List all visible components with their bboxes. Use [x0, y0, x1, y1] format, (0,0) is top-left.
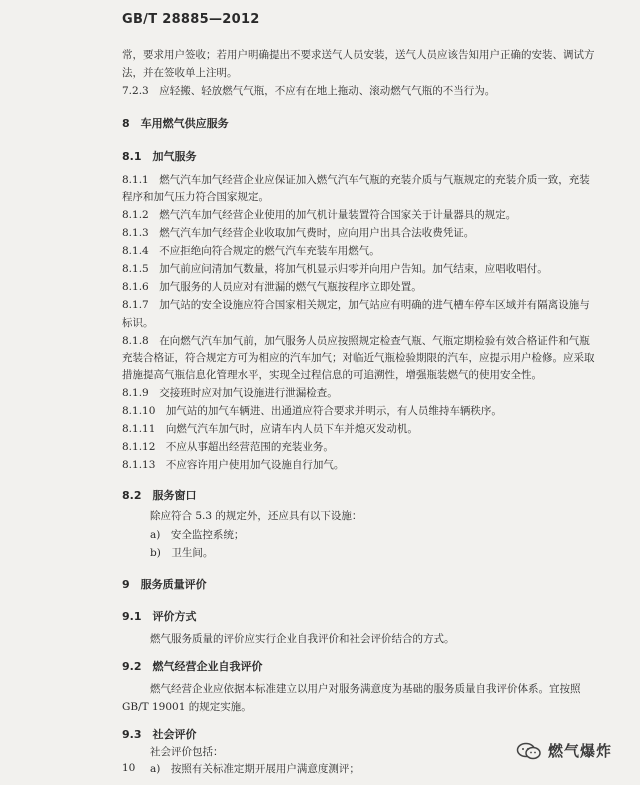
- clause-8-1-8: 8.1.8 在向燃气汽车加气前，加气服务人员应按照规定检查气瓶、气瓶定期检验有效合格证件和气瓶: [122, 335, 590, 347]
- section-9-2-heading: 9.2 燃气经营企业自我评价: [122, 660, 263, 673]
- clause-8-1-9: 8.1.9 交接班时应对加气设施进行泄漏检查。: [122, 387, 338, 399]
- paragraph-line: 标识。: [122, 317, 154, 329]
- clause-7-2-3: 7.2.3 应轻搬、轻放燃气气瓶，不应有在地上拖动、滚动燃气气瓶的不当行为。: [122, 85, 496, 97]
- wechat-icon: [516, 742, 542, 760]
- paragraph-line: 燃气服务质量的评价应实行企业自我评价和社会评价结合的方式。: [150, 633, 455, 645]
- section-9-1-heading: 9.1 评价方式: [122, 610, 197, 623]
- clause-8-1-11: 8.1.11 向燃气汽车加气时，应请车内人员下车并熄灭发动机。: [122, 423, 418, 435]
- paragraph-line: 程序和加气压力符合国家规定。: [122, 191, 269, 203]
- clause-8-1-1: 8.1.1 燃气汽车加气经营企业应保证加入燃气汽车气瓶的充装介质与气瓶规定的充装介质一致，充装: [122, 174, 590, 186]
- paragraph-line: GB/T 19001 的规定实施。: [122, 701, 252, 713]
- paragraph-line: 充装合格证，符合规定方可为相应的汽车加气；对临近气瓶检验期限的汽车，应提示用户检修。应采取: [122, 352, 595, 364]
- paragraph-line: 燃气经营企业应依据本标准建立以用户对服务满意度为基础的服务质量自我评价体系。宜按照: [150, 683, 581, 695]
- paragraph-line: 除应符合 5.3 的规定外，还应具有以下设施：: [150, 510, 363, 522]
- clause-8-1-13: 8.1.13 不应容许用户使用加气设施自行加气。: [122, 459, 345, 471]
- clause-8-1-4: 8.1.4 不应拒绝向符合规定的燃气汽车充装车用燃气。: [122, 245, 380, 257]
- paragraph-line: 措施提高气瓶信息化管理水平，实现全过程信息的可追溯性，增强瓶装燃气的使用安全性。: [122, 369, 542, 381]
- section-8-heading: 8 车用燃气供应服务: [122, 117, 229, 130]
- section-9-heading: 9 服务质量评价: [122, 578, 207, 591]
- list-item: a) 安全监控系统；: [150, 529, 245, 541]
- standard-code-header: GB/T 28885—2012: [122, 12, 260, 27]
- paragraph-line: 常，要求用户签收；若用户明确提出不要求送气人员安装，送气人员应该告知用户正确的安装、调试方: [122, 49, 595, 61]
- paragraph-line: 法，并在签收单上注明。: [122, 67, 238, 79]
- clause-8-1-7: 8.1.7 加气站的安全设施应符合国家相关规定，加气站应有明确的进气槽车停车区域并有隔离设施与: [122, 299, 590, 311]
- clause-8-1-6: 8.1.6 加气服务的人员应对有泄漏的燃气气瓶按程序立即处置。: [122, 281, 422, 293]
- paragraph-line: 社会评价包括：: [150, 746, 224, 758]
- clause-8-1-10: 8.1.10 加气站的加气车辆进、出通道应符合要求并明示，有人员维持车辆秩序。: [122, 405, 502, 417]
- page-number: 10: [122, 762, 136, 774]
- list-item: a) 按照有关标准定期开展用户满意度测评；: [150, 763, 360, 775]
- list-item: b) 卫生间。: [150, 547, 214, 559]
- watermark-text: 燃气爆炸: [548, 742, 613, 760]
- section-8-1-heading: 8.1 加气服务: [122, 150, 197, 163]
- clause-8-1-2: 8.1.2 燃气汽车加气经营企业使用的加气机计量装置符合国家关于计量器具的规定。: [122, 209, 517, 221]
- section-8-2-heading: 8.2 服务窗口: [122, 489, 197, 502]
- clause-8-1-3: 8.1.3 燃气汽车加气经营企业收取加气费时，应向用户出具合法收费凭证。: [122, 227, 475, 239]
- section-9-3-heading: 9.3 社会评价: [122, 728, 197, 741]
- watermark: [516, 740, 612, 761]
- clause-8-1-5: 8.1.5 加气前应问清加气数量，将加气机显示归零并向用户告知。加气结束，应唱收唱付。: [122, 263, 548, 275]
- clause-8-1-12: 8.1.12 不应从事超出经营范围的充装业务。: [122, 441, 334, 453]
